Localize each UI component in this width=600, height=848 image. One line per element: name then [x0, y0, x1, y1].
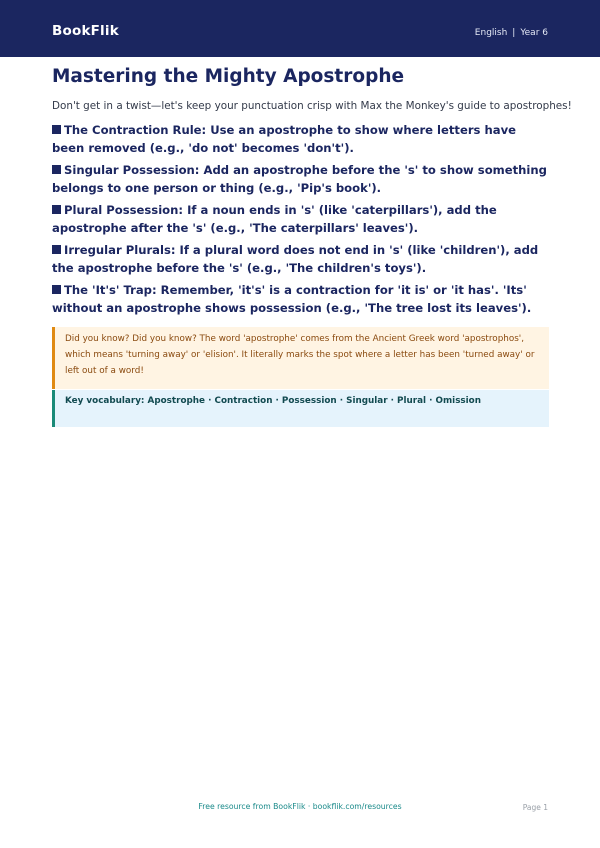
year-label: Year 6: [520, 28, 548, 38]
page-title: Mastering the Mighty Apostrophe: [52, 66, 405, 87]
footer-link[interactable]: Free resource from BookFlik · bookflik.com/resources: [198, 802, 402, 811]
rule-item: [52, 161, 552, 197]
bullet-square-icon: [52, 125, 61, 134]
rule-text: The Contraction Rule: Use an apostrophe to show where letters have been removed (e.g., 'do not' becomes 'don't').: [52, 123, 516, 155]
vocabulary-box: [52, 390, 549, 427]
rule-text: Singular Possession: Add an apostrophe before the 's' to show something belongs to one person or thing (e.g., 'Pip's book').: [52, 163, 547, 195]
subject-label: English: [474, 28, 508, 38]
rule-text: The 'It's' Trap: Remember, 'it's' is a contraction for 'it is' or 'it has'. 'Its' without an apostrophe shows possession (e.g., 'The tree lost its leaves').: [52, 283, 532, 315]
rule-list: [52, 121, 552, 321]
meta-separator: |: [512, 28, 516, 38]
bullet-square-icon: [52, 205, 61, 214]
vocabulary-text: Key vocabulary: Apostrophe · Contraction · Possession · Singular · Plural · Omission: [65, 396, 481, 406]
rule-text: Irregular Plurals: If a plural word does not end in 's' (like 'children'), add the apostrophe before the 's' (e.g., 'The children's toys').: [52, 243, 539, 275]
fact-text: Did you know? Did you know? The word 'apostrophe' comes from the Ancient Greek word 'apostrophos', which means 'turning away' or 'elision'. It literally marks the spot where a letter has been 'turned away' or left out of a word!: [65, 334, 535, 376]
brand-logo[interactable]: BookFlik: [52, 23, 119, 39]
rule-text: Plural Possession: If a noun ends in 's' (like 'caterpillars'), add the apostrophe after the 's' (e.g., 'The caterpillars' leaves').: [52, 203, 497, 235]
rule-item: [52, 121, 552, 157]
bullet-square-icon: [52, 165, 61, 174]
rule-item: [52, 241, 552, 277]
page-number: Page 1: [522, 803, 548, 812]
intro-text: Don't get in a twist—let's keep your punctuation crisp with Max the Monkey's guide to apostrophes!: [52, 100, 572, 112]
fact-callout: [52, 327, 549, 389]
page-header: [0, 0, 600, 57]
page-meta: [475, 28, 548, 38]
rule-item: [52, 281, 552, 317]
bullet-square-icon: [52, 285, 61, 294]
bullet-square-icon: [52, 245, 61, 254]
rule-item: [52, 201, 552, 237]
